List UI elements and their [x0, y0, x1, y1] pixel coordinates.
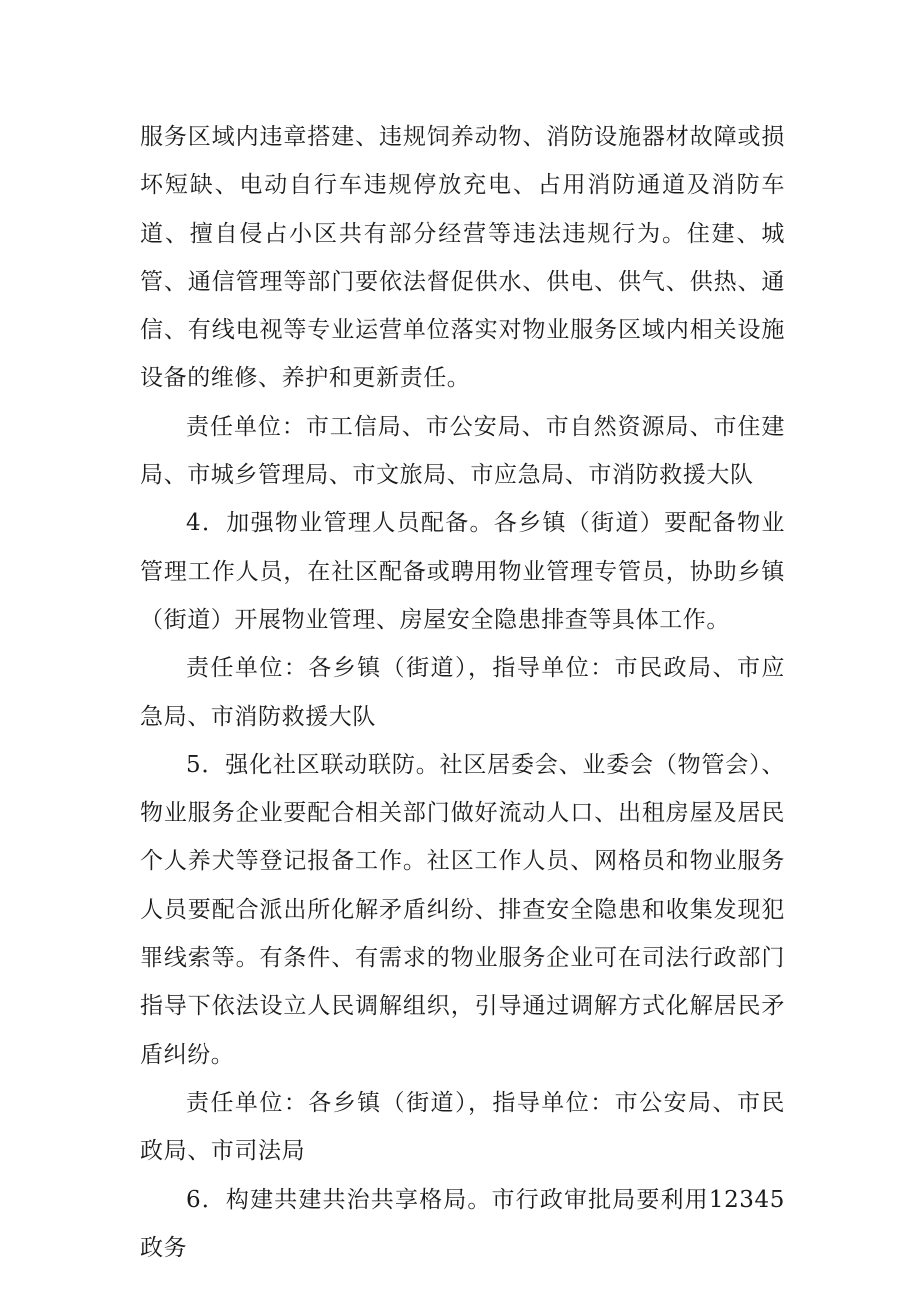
paragraph-item6: 6．构建共建共治共享格局。市行政审批局要利用12345政务: [140, 1186, 785, 1261]
paragraph-item3-responsibility: 责任单位：市工信局、市公安局、市自然资源局、市住建局、市城乡管理局、市文旅局、市应急局、市消防救援大队: [140, 413, 785, 489]
paragraph-item5: 5．强化社区联动联防。社区居委会、业委会（物管会）、物业服务企业要配合相关部门做好流动人口、出租房屋及居民个人养犬等登记报备工作。社区工作人员、网格员和物业服务人员要配合派出所化解矛盾纠纷、排查安全隐患和收集发现犯罪线索等。有条件、有需求的物业服务企业可在司法行政部门指导下依法设立人民调解组织，引导通过调解方式化解居民矛盾纠纷。: [140, 751, 785, 1068]
paragraph-item4: 4．加强物业管理人员配备。各乡镇（街道）要配备物业管理工作人员，在社区配备或聘用物业管理专管员，协助乡镇（街道）开展物业管理、房屋安全隐患排查等具体工作。: [140, 510, 785, 633]
paragraph-item4-responsibility: 责任单位：各乡镇（街道），指导单位：市民政局、市应急局、市消防救援大队: [140, 655, 785, 730]
paragraph-item3-continued: 服务区域内违章搭建、违规饲养动物、消防设施器材故障或损坏短缺、电动自行车违规停放充电、占用消防通道及消防车道、擅自侵占小区共有部分经营等违法违规行为。住建、城管、通信管理等部门要依法督促供水、供电、供气、供热、通信、有线电视等专业运营单位落实对物业服务区域内相关设施设备的维修、养护和更新责任。: [140, 124, 785, 392]
document-body: [140, 113, 785, 1272]
paragraph-item5-responsibility: 责任单位：各乡镇（街道），指导单位：市公安局、市民政局、市司法局: [140, 1089, 785, 1165]
